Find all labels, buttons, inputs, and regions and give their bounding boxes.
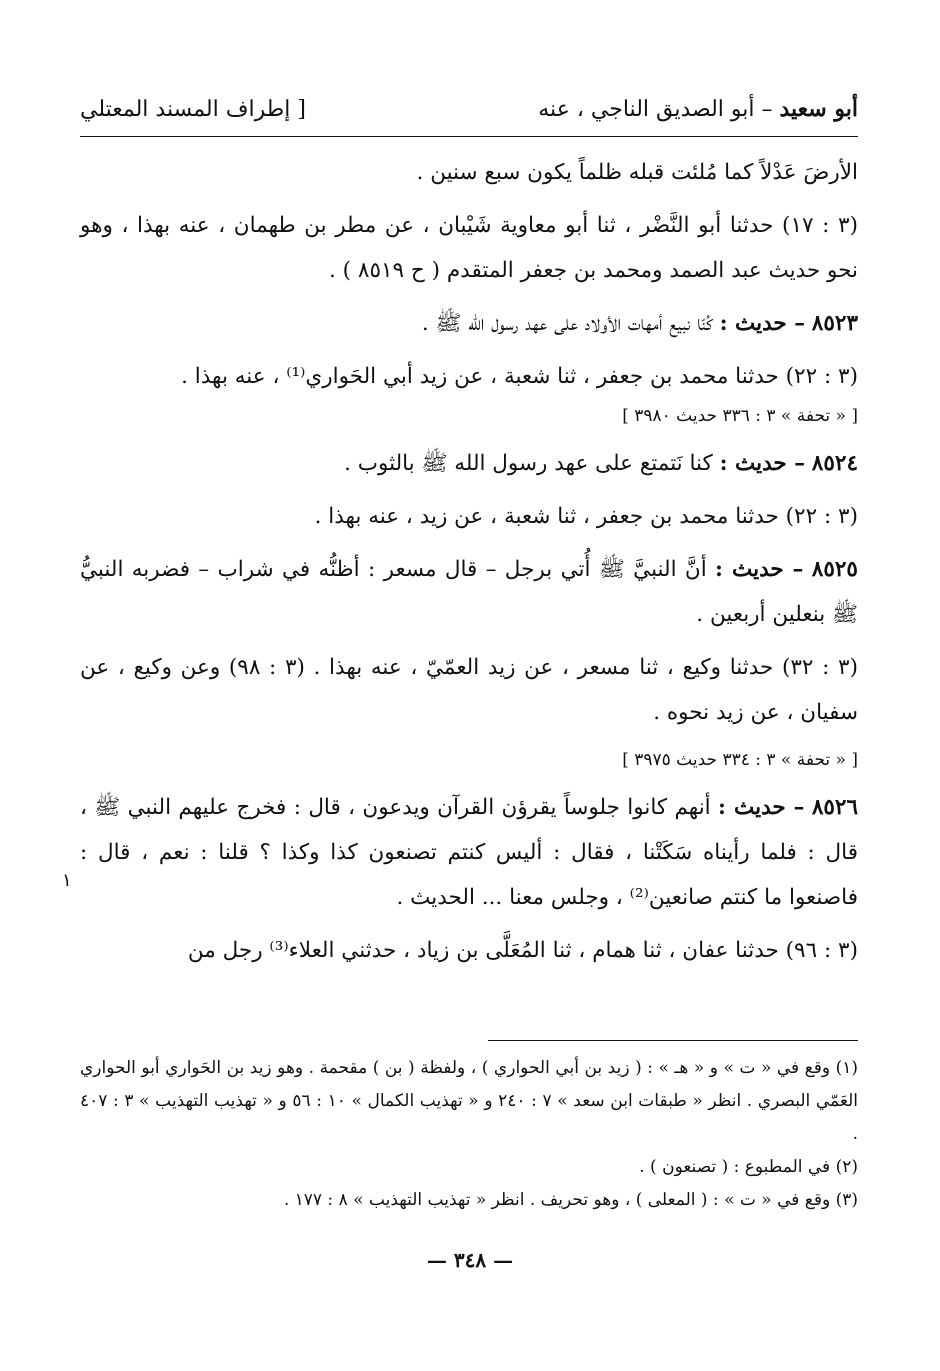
footnote-rule bbox=[488, 1040, 858, 1041]
text-line: الأرضَ عَدْلاً كما مُلئت قبله ظلماً يكون سبع سنين . bbox=[416, 160, 858, 185]
hadith-8525 bbox=[80, 547, 858, 637]
hadith-number: ٨٥٢٦ bbox=[811, 795, 859, 820]
hadith-label: – حديث : bbox=[715, 557, 804, 582]
footnote-1: (١) وقع في « ت » و « هـ » : ( زيد بن أبي الحواري ) ، ولفظة ( بن ) مقحمة . وهو زيد بن الحَواري أبو الحواري العَمّي البصري . انظر « طبقات ابن سعد » ٧ : ٢٤٠ و « تهذيب الكمال » ١٠ : ٥٦ و « تهذيب التهذيب » ٣ : ٤٠٧ . bbox=[80, 1058, 858, 1144]
page-body bbox=[80, 150, 858, 973]
hadith-8524 bbox=[80, 441, 858, 486]
hadith-label: – حديث : bbox=[718, 795, 805, 820]
footnotes bbox=[80, 1052, 858, 1217]
hadith-number: ٨٥٢٣ bbox=[811, 311, 858, 336]
hadith-8523 bbox=[80, 301, 858, 346]
header-rule bbox=[80, 136, 858, 137]
hadith-text: أنَّ النبيَّ ﷺ أُتي برجل – قال مسعر : أظنُّه في شراب – فضربه النبيُّ ﷺ بنعلين أربعين . bbox=[80, 557, 858, 627]
isnad-paragraph: (٣ : ٣٢) حدثنا وكيع ، ثنا مسعر ، عن زيد العمّيّ ، عنه بهذا . (٣ : ٩٨) وعن وكيع ، عن سفيان ، عن زيد نحوه . bbox=[80, 655, 858, 725]
header-chain: – أبو الصديق الناجي ، عنه bbox=[538, 97, 773, 122]
tuhfa-reference: [ « تحفة » ٣ : ٣٣٦ حديث ٣٩٨٠ ] bbox=[622, 406, 858, 426]
hadith-text: أنهم كانوا جلوساً يقرؤن القرآن ويدعون ، قال : فخرج عليهم النبي ﷺ ، قال : فلما رأيناه سَكَتْنا ، فقال : أليس كنتم تصنعون كذا وكذا ؟ قلنا : نعم ، قال : فاصنعوا ما كنتم صانعين⁽²⁾ ، وجلس معنا ... الحديث . bbox=[80, 795, 858, 910]
isnad-paragraph: (٣ : ٩٦) حدثنا عفان ، ثنا همام ، ثنا المُعَلَّى بن زياد ، حدثني العلاء⁽³⁾ رجل من bbox=[187, 938, 858, 963]
hadith-number: ٨٥٢٤ bbox=[811, 451, 858, 476]
tuhfa-reference: [ « تحفة » ٣ : ٣٣٤ حديث ٣٩٧٥ ] bbox=[622, 750, 858, 770]
isnad-paragraph: (٣ : ١٧) حدثنا أبو النَّضْر ، ثنا أبو معاوية شَيْبان ، عن مطر بن طهمان ، عنه بهذا ، وهو نحو حديث عبد الصمد ومحمد بن جعفر المتقدم ( ح ٨٥١٩ ) . bbox=[80, 213, 858, 283]
isnad-paragraph: (٣ : ٢٢) حدثنا محمد بن جعفر ، ثنا شعبة ، عن زيد أبي الحَواري⁽¹⁾ ، عنه بهذا . bbox=[181, 364, 858, 389]
margin-mark: ١ bbox=[62, 870, 72, 891]
hadith-text: كُنّا نبيع أمهات الأولاد على عهد رسول الله ﷺ . bbox=[421, 311, 713, 336]
hadith-label: – حديث : bbox=[719, 311, 805, 336]
running-header bbox=[80, 96, 858, 132]
footnote-2: (٢) في المطبوع : ( تصنعون ) . bbox=[639, 1157, 858, 1177]
hadith-text: كنا نَتمتع على عهد رسول الله ﷺ بالثوب . bbox=[344, 451, 713, 476]
hadith-8526 bbox=[80, 785, 858, 920]
header-chapter bbox=[538, 96, 858, 122]
header-author: أبو سعيد bbox=[779, 96, 858, 122]
page-number: — ٣٤٨ — bbox=[426, 1248, 514, 1272]
hadith-label: – حديث : bbox=[719, 451, 805, 476]
footnote-3: (٣) وقع في « ت » : ( المعلى ) ، وهو تحريف . انظر « تهذيب التهذيب » ٨ : ١٧٧ . bbox=[283, 1190, 858, 1210]
hadith-number: ٨٥٢٥ bbox=[811, 557, 858, 582]
isnad-paragraph: (٣ : ٢٢) حدثنا محمد بن جعفر ، ثنا شعبة ، عن زيد ، عنه بهذا . bbox=[314, 504, 858, 529]
header-book-title: [ إطراف المسند المعتلي bbox=[80, 97, 306, 122]
